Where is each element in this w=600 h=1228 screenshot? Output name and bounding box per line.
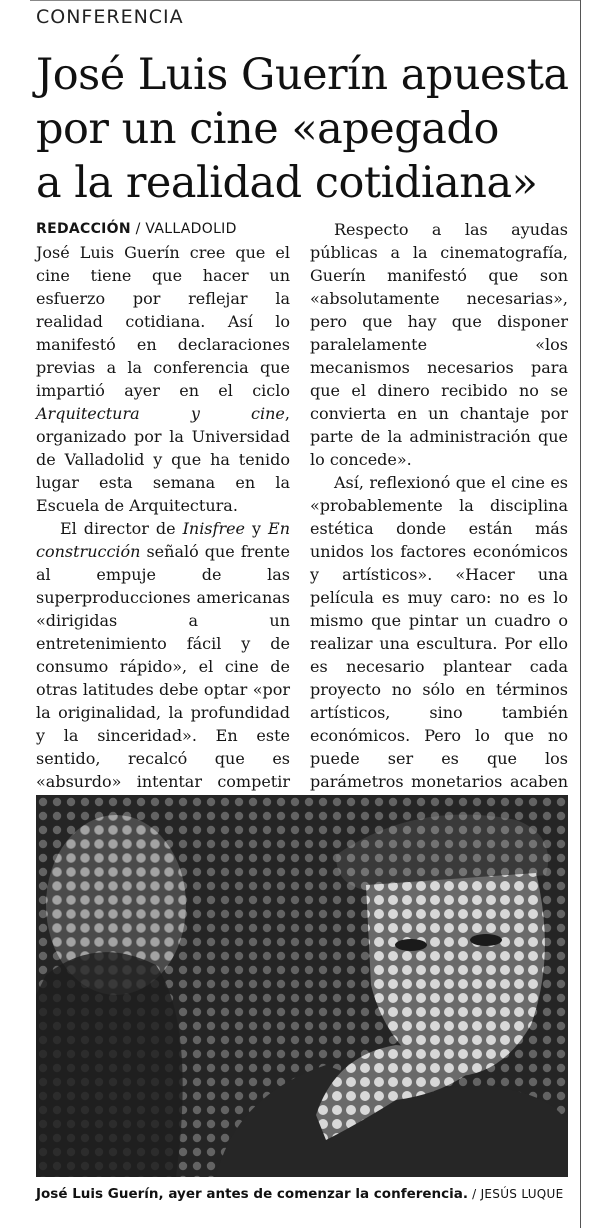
film-title-inisfree: Inisfree xyxy=(182,519,246,538)
article-column-right xyxy=(310,218,568,839)
top-rule xyxy=(30,0,580,1)
column-rule xyxy=(580,0,581,1228)
photo-caption xyxy=(36,1186,576,1202)
section-label: CONFERENCIA xyxy=(36,6,184,28)
portrait-photo xyxy=(36,795,568,1177)
byline-author: REDACCIÓN xyxy=(36,221,131,237)
paragraph-2-start: El director de xyxy=(60,519,183,538)
headline-line-2: por un cine «apegado xyxy=(36,104,499,154)
paragraph-1 xyxy=(36,241,290,517)
photo-illustration xyxy=(36,795,568,1177)
byline-location: VALLADOLID xyxy=(145,221,237,237)
photo-credit: / JESÚS LUQUE xyxy=(468,1187,564,1201)
paragraph-4: Así, reflexionó que el cine es «probablemente la disciplina estética donde están más unidos los factores económicos y artísticos». «Hacer una película es muy caro: no es lo mismo que pintar un cuadro o realizar una escultura. Por ello es necesario plantear cada proyecto no sólo en términos artísticos, sino también económicos. Pero lo que no puede ser es que los parámetros monetarios acaben xyxy=(310,473,568,791)
paragraph-1-text: José Luis Guerín cree que el cine tiene que hacer un esfuerzo por reflejar la realidad cotidiana. Así lo manifestó en declaraciones previas a la conferencia que impartió ayer en el ciclo xyxy=(36,243,290,400)
headline-line-1: José Luis Guerín apuesta xyxy=(36,50,569,100)
paragraph-1-italic: Arquitectura y cine xyxy=(36,404,285,423)
headline-line-3: a la realidad cotidiana» xyxy=(36,158,538,208)
caption-text: José Luis Guerín, ayer antes de comenzar la conferencia. xyxy=(36,1186,469,1202)
paragraph-2-end: señaló que frente al empuje de las superproducciones americanas «dirigidas a un entretenimiento fácil y de consumo rápido», el cine de otras latitudes debe optar «por la originalidad, la profundidad y la sinceridad». En este sentido, recalcó que es «absurdo» intentar competir xyxy=(36,542,290,791)
headline xyxy=(36,48,569,210)
paragraph-2-mid: y xyxy=(245,519,269,538)
paragraph-3: Respecto a las ayudas públicas a la cinematografía, Guerín manifestó que son «absolutamente necesarias», pero que hay que disponer paralelamente «los mecanismos necesarios para que el dinero recibido no se convierta en un chantaje por parte de la administración que lo concede». xyxy=(310,220,568,469)
byline xyxy=(36,218,290,241)
article-column-left xyxy=(36,218,290,862)
film-title-en-construccion: En construcción xyxy=(36,519,290,561)
paragraph-1-end: , organizado por la Universidad de Valladolid y que ha tenido lugar esta semana en la Escuela de Arquitectura. xyxy=(36,404,290,515)
byline-separator: / xyxy=(130,221,146,237)
